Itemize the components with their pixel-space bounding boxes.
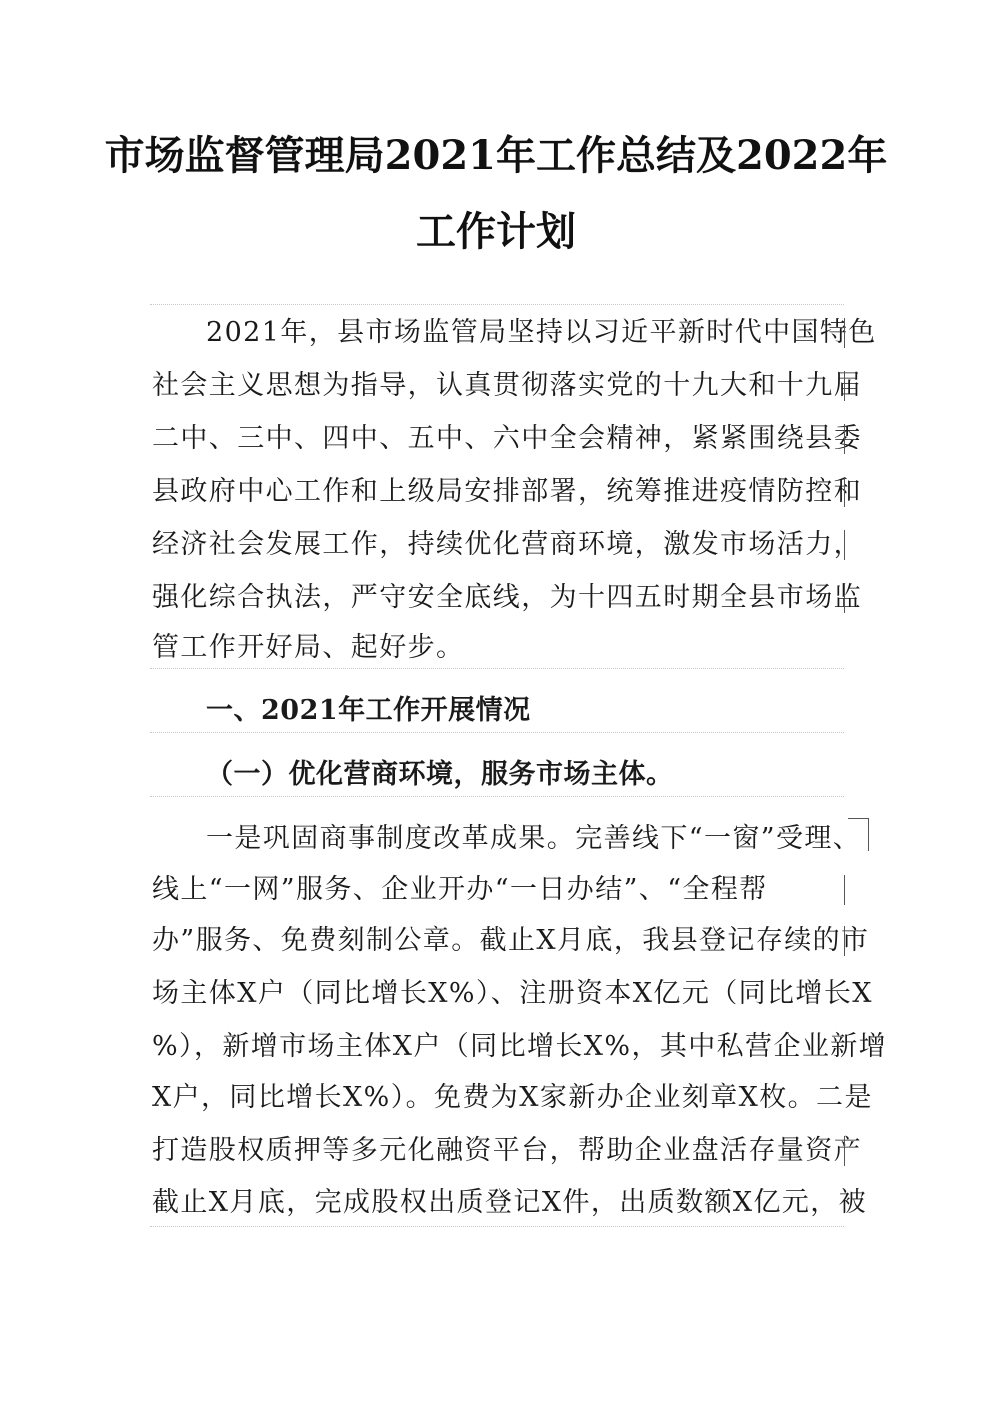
divider	[150, 304, 844, 305]
intro-line: 经济社会发展工作，持续优化营商环境，激发市场活力，	[152, 529, 862, 560]
body-line: 截止X月底，完成股权出质登记X件，出质数额X亿元，被	[152, 1187, 868, 1218]
margin-mark	[844, 477, 845, 507]
margin-mark	[844, 926, 845, 956]
margin-mark	[844, 530, 845, 560]
document-title-line-2: 工作计划	[416, 208, 576, 255]
margin-mark	[844, 424, 845, 454]
section-heading: 一、2021年工作开展情况	[206, 695, 531, 726]
subsection-heading: （一）优化营商环境，服务市场主体。	[206, 759, 674, 790]
margin-corner-mark	[848, 818, 869, 851]
margin-mark	[844, 583, 845, 613]
divider	[150, 1226, 844, 1227]
divider	[150, 732, 844, 733]
body-line: 办”服务、免费刻制公章。截止X月底，我县登记存续的市	[152, 925, 870, 956]
margin-mark	[844, 371, 845, 401]
margin-mark	[844, 875, 845, 905]
document-title-line-1: 市场监督管理局2021年工作总结及2022年	[104, 132, 888, 179]
intro-line: 强化综合执法，严守安全底线，为十四五时期全县市场监	[152, 582, 862, 613]
intro-line: 管工作开好局、起好步。	[152, 632, 465, 663]
body-line: 一是巩固商事制度改革成果。完善线下“一窗”受理、	[206, 823, 862, 854]
divider	[150, 796, 844, 797]
intro-line: 2021年，县市场监管局坚持以习近平新时代中国特色	[206, 317, 877, 348]
margin-mark	[844, 318, 845, 348]
margin-mark	[844, 1136, 845, 1166]
body-line: X户，同比增长X%）。免费为X家新办企业刻章X枚。二是	[152, 1082, 873, 1113]
body-line: 场主体X户（同比增长X%）、注册资本X亿元（同比增长X	[152, 978, 873, 1009]
intro-line: 二中、三中、四中、五中、六中全会精神，紧紧围绕县委	[152, 423, 862, 454]
body-line: 打造股权质押等多元化融资平台，帮助企业盘活存量资产	[152, 1135, 862, 1166]
body-line: 线上“一网”服务、企业开办“一日办结”、“全程帮	[152, 874, 768, 905]
intro-line: 社会主义思想为指导，认真贯彻落实党的十九大和十九届	[152, 370, 862, 401]
divider	[150, 668, 844, 669]
body-line: %），新增市场主体X户（同比增长X%，其中私营企业新增	[152, 1031, 888, 1062]
intro-line: 县政府中心工作和上级局安排部署，统筹推进疫情防控和	[152, 476, 862, 507]
